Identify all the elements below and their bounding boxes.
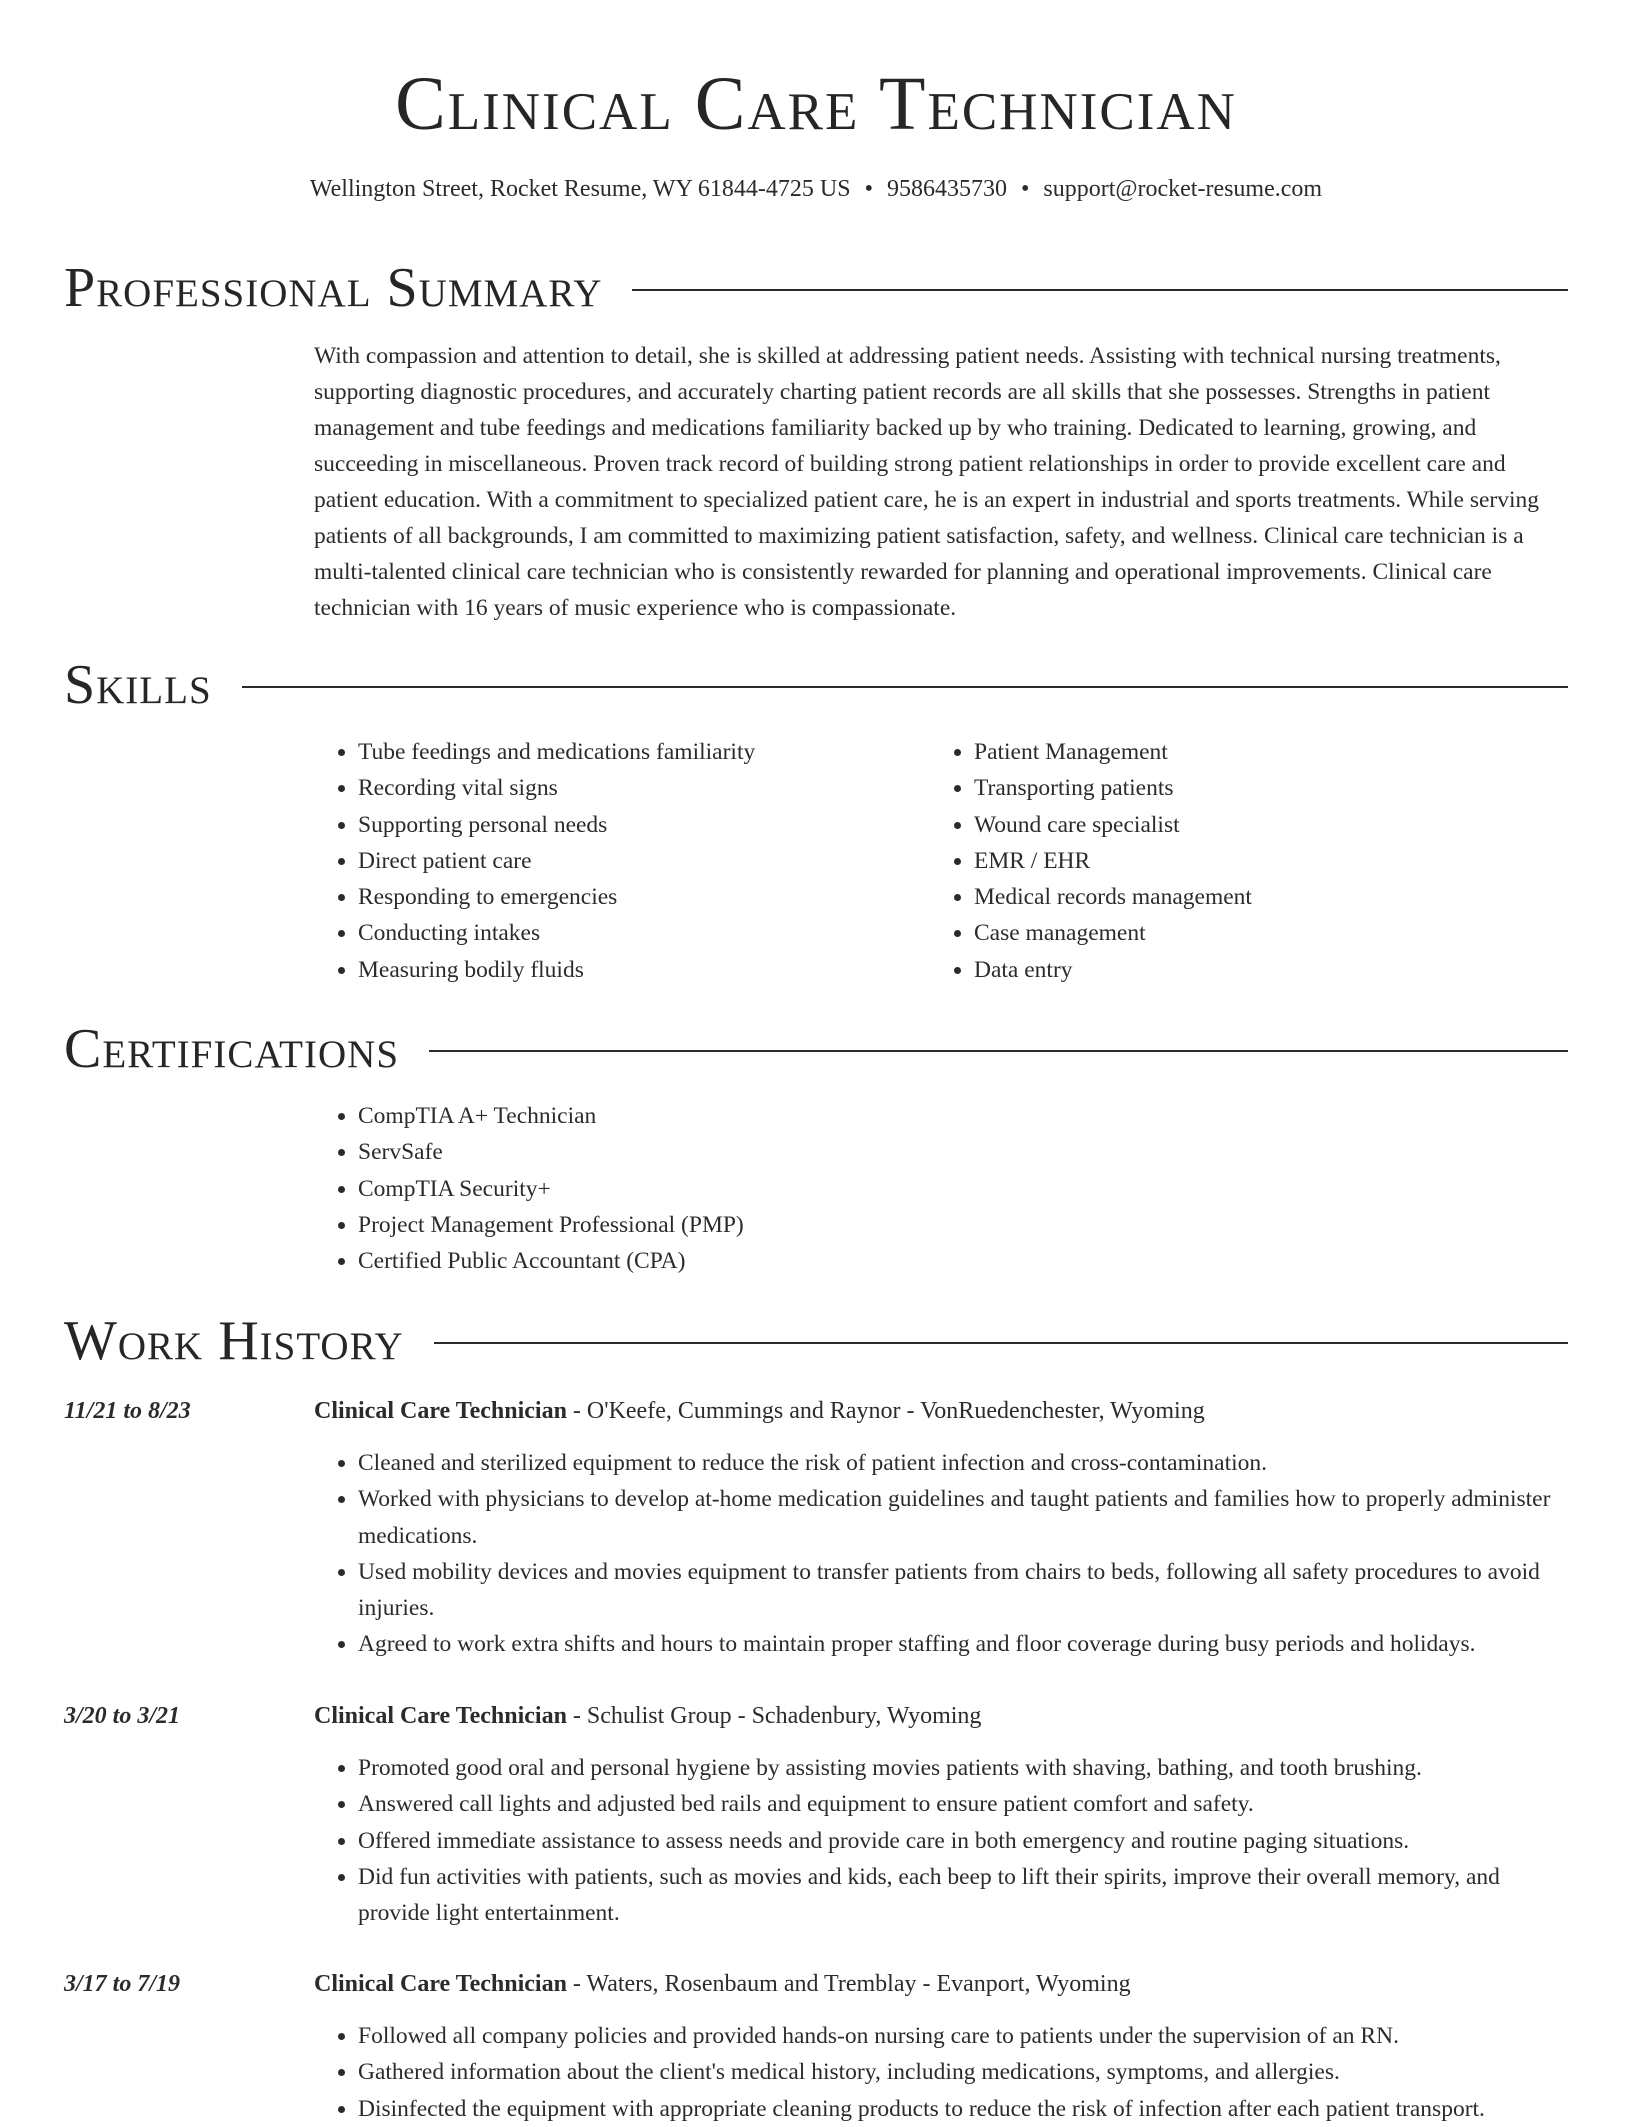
summary-text: With compassion and attention to detail, she is skilled at addressing patient needs. Assisting with technical nursing treatments, supporting diagnostic procedures, and accurately charting patient records are all skills that she possesses. Strengths in patient management and tube feedings and medications familiarity backed up by who training. Dedicated to learning, growing, and succeeding in miscellaneous. Proven track record of building strong patient relationships in order to provide excellent care and patient education. With a commitment to specialized patient care, he is an expert in industrial and sports treatments. While serving patients of all backgrounds, I am committed to maximizing patient satisfaction, safety, and wellness. Clinical care technician is a multi-talented clinical care technician who is consistently rewarded for planning and operational improvements. Clinical care technician with 16 years of music experience who is compassionate.	[314, 343, 1540, 621]
resume-name: Clinical Care Technician	[395, 62, 1237, 146]
job-duty: • Followed all company policies and provided hands-on nursing care to patients under the supervision of an RN.	[358, 2018, 1568, 2054]
skill-item: • Conducting intakes	[358, 915, 958, 951]
certifications-section-header	[64, 1014, 1568, 1084]
contact-line	[0, 172, 1632, 206]
job-duty: • Disinfected the equipment with appropriate cleaning products to reduce the risk of infection after each patient transport.	[358, 2091, 1568, 2127]
skill-item: • EMR / EHR	[974, 843, 1574, 879]
summary-section-header	[64, 253, 1568, 323]
job-duty: • Gathered information about the client's medical history, including medications, symptoms, and allergies.	[358, 2054, 1568, 2090]
contact-phone: 9586435730	[886, 176, 1007, 202]
job-duty: • Used mobility devices and movies equipment to transfer patients from chairs to beds, following all safety procedures to avoid injuries.	[358, 1554, 1568, 1627]
job-duties-list	[314, 2018, 1568, 2127]
skill-item: • Supporting personal needs	[358, 807, 958, 843]
section-divider	[242, 686, 1568, 688]
job-duty: • Worked with physicians to develop at-home medication guidelines and taught patients and families how to properly administer medications.	[358, 1481, 1568, 1554]
skill-item: • Responding to emergencies	[358, 879, 958, 915]
job-duty: • Promoted good oral and personal hygiene by assisting movies patients with shaving, bathing, and tooth brushing.	[358, 1750, 1568, 1786]
skills-heading: Skills	[64, 654, 212, 716]
skill-item: • Medical records management	[974, 879, 1574, 915]
section-divider	[434, 1342, 1568, 1344]
certification-item: • CompTIA Security+	[358, 1171, 1358, 1207]
skill-item: • Case management	[974, 915, 1574, 951]
job-role: Clinical Care Technician	[314, 1398, 567, 1424]
job-employer-location: - Waters, Rosenbaum and Tremblay - Evanport, Wyoming	[566, 1971, 1131, 1997]
certification-item: • ServSafe	[358, 1134, 1358, 1170]
job-title-line	[314, 1966, 1568, 2002]
job-dates: 3/20 to 3/21	[64, 1703, 181, 1729]
contact-address: Wellington Street, Rocket Resume, WY 61844-4725 US	[309, 176, 851, 202]
job-duty: • Answered call lights and adjusted bed rails and equipment to ensure patient comfort and safety.	[358, 1786, 1568, 1822]
skills-list-right	[930, 734, 1574, 988]
skill-item: • Tube feedings and medications familiarity	[358, 734, 958, 770]
skill-item: • Direct patient care	[358, 843, 958, 879]
work-history-heading: Work History	[64, 1310, 404, 1372]
contact-separator: •	[864, 176, 873, 202]
certifications-list	[314, 1098, 1358, 1279]
job-role: Clinical Care Technician	[314, 1971, 567, 1997]
certifications-heading: Certifications	[64, 1018, 400, 1080]
skills-list-left	[314, 734, 958, 988]
job-dates: 11/21 to 8/23	[64, 1398, 191, 1424]
skill-item: • Recording vital signs	[358, 770, 958, 806]
work-history-section-header	[64, 1306, 1568, 1376]
certification-item: • Certified Public Accountant (CPA)	[358, 1243, 1358, 1279]
job-duties-list	[314, 1750, 1568, 1931]
contact-separator: •	[1020, 176, 1030, 202]
job-employer-location: - O'Keefe, Cummings and Raynor - VonRuedenchester, Wyoming	[566, 1398, 1205, 1424]
job-dates: 3/17 to 7/19	[64, 1971, 181, 1997]
skill-item: • Measuring bodily fluids	[358, 952, 958, 988]
job-employer-location: - Schulist Group - Schadenbury, Wyoming	[566, 1703, 982, 1729]
job-duties-list	[314, 1445, 1568, 1663]
section-divider	[632, 289, 1568, 291]
skill-item: • Wound care specialist	[974, 807, 1574, 843]
contact-email: support@rocket-resume.com	[1043, 176, 1323, 202]
job-duty: • Did fun activities with patients, such as movies and kids, each beep to lift their spirits, improve their overall memory, and provide light entertainment.	[358, 1859, 1568, 1932]
job-role: Clinical Care Technician	[314, 1703, 567, 1729]
job-duty: • Offered immediate assistance to assess needs and provide care in both emergency and routine paging situations.	[358, 1823, 1568, 1859]
job-duty: • Agreed to work extra shifts and hours to maintain proper staffing and floor coverage during busy periods and holidays.	[358, 1626, 1568, 1662]
section-divider	[429, 1050, 1568, 1052]
certification-item: • Project Management Professional (PMP)	[358, 1207, 1358, 1243]
job-duty: • Cleaned and sterilized equipment to reduce the risk of patient infection and cross-contamination.	[358, 1445, 1568, 1481]
skill-item: • Transporting patients	[974, 770, 1574, 806]
skills-section-header	[64, 650, 1568, 720]
certification-item: • CompTIA A+ Technician	[358, 1098, 1358, 1134]
summary-heading: Professional Summary	[64, 257, 603, 319]
job-title-line	[314, 1698, 1568, 1734]
job-title-line	[314, 1393, 1568, 1429]
skill-item: • Patient Management	[974, 734, 1574, 770]
skill-item: • Data entry	[974, 952, 1574, 988]
